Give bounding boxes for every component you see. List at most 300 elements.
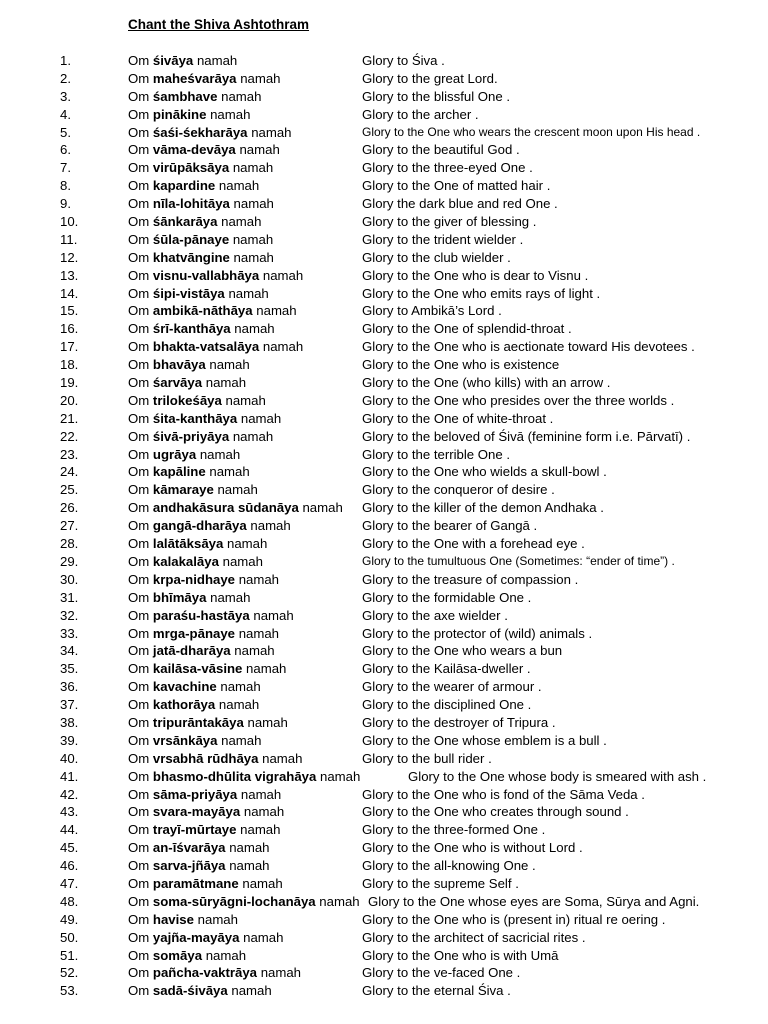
item-number: 43. — [60, 804, 79, 820]
translation-text: Glory to the killer of the demon Andhaka . — [362, 500, 604, 516]
item-number: 19. — [60, 375, 79, 391]
item-number: 16. — [60, 321, 79, 337]
chant-text — [128, 625, 279, 643]
translation-text: Glory to the eternal Śiva . — [362, 983, 511, 999]
chant-prefix: Om — [128, 357, 150, 373]
list-item — [0, 535, 768, 553]
list-item — [0, 911, 768, 929]
translation-text: Glory to the wearer of armour . — [362, 679, 542, 695]
chant-prefix: Om — [128, 88, 150, 104]
chant-prefix: Om — [128, 697, 150, 713]
chant-prefix: Om — [128, 106, 150, 122]
translation-text: Glory to the One who is with Umā — [362, 947, 559, 963]
chant-prefix: Om — [128, 375, 150, 391]
chant-text — [128, 267, 303, 285]
chant-text — [128, 589, 250, 607]
list-item — [0, 195, 768, 213]
item-number: 2. — [60, 70, 71, 86]
list-item — [0, 410, 768, 428]
translation-text: Glory to the One whose emblem is a bull . — [362, 732, 607, 748]
chant-text — [128, 875, 283, 893]
chant-text — [128, 285, 269, 303]
chant-prefix: Om — [128, 124, 150, 140]
chant-text — [128, 786, 281, 804]
deity-name: gangā-dharāya — [152, 518, 247, 534]
chant-suffix: namah — [232, 231, 274, 247]
translation-text: Glory to the One who is (present in) ritual re oering . — [362, 911, 666, 927]
chant-text — [128, 947, 246, 965]
translation-text: Glory to the great Lord. — [362, 70, 498, 86]
item-number: 28. — [60, 536, 79, 552]
translation-text: Glory to the beautiful God . — [362, 142, 520, 158]
list-item — [0, 875, 768, 893]
item-number: 41. — [60, 768, 79, 784]
chant-suffix: namah — [222, 553, 263, 569]
item-number: 53. — [60, 983, 79, 999]
page-title: Chant the Shiva Ashtothram — [128, 17, 310, 32]
translation-text: Glory to the all-knowing One . — [362, 858, 536, 874]
list-item — [0, 356, 768, 374]
deity-name: śivāya — [152, 53, 194, 68]
chant-text — [128, 159, 273, 177]
chant-suffix: namah — [240, 822, 281, 838]
deity-name: virūpāksāya — [152, 160, 230, 176]
chant-prefix: Om — [128, 53, 150, 68]
chant-prefix: Om — [128, 965, 150, 981]
item-number: 7. — [60, 160, 71, 176]
chant-text — [128, 52, 237, 70]
deity-name: vāma-devāya — [152, 142, 236, 158]
item-number: 30. — [60, 571, 79, 587]
deity-name: kāmaraye — [152, 482, 214, 498]
chant-suffix: namah — [229, 858, 270, 874]
item-number: 46. — [60, 858, 79, 874]
chant-prefix: Om — [128, 875, 150, 891]
list-item — [0, 714, 768, 732]
deity-name: śaśi-śekharāya — [152, 124, 248, 140]
chant-text — [128, 911, 238, 929]
item-number: 25. — [60, 482, 79, 498]
deity-name: śambhave — [152, 88, 218, 104]
list-item — [0, 732, 768, 750]
translation-text: Glory to the beloved of Śivā (feminine form i.e. Pārvatī) . — [362, 428, 691, 444]
chant-text — [128, 124, 292, 142]
chant-prefix: Om — [128, 893, 150, 909]
chant-text — [128, 141, 280, 159]
translation-text: Glory to the bull rider . — [362, 750, 492, 766]
chant-suffix: namah — [302, 500, 343, 516]
chant-text — [128, 929, 283, 947]
translation-text: Glory to the One who is dear to Visnu . — [362, 267, 589, 283]
chant-text — [128, 499, 343, 517]
list-item — [0, 929, 768, 947]
deity-name: nīla-lohitāya — [152, 196, 230, 212]
chant-prefix: Om — [128, 392, 150, 408]
chant-prefix: Om — [128, 267, 150, 283]
chant-suffix: namah — [238, 571, 280, 587]
chant-text — [128, 88, 261, 106]
item-number: 34. — [60, 643, 79, 659]
translation-text: Glory to the One who wields a skull-bowl . — [362, 464, 607, 480]
chant-prefix: Om — [128, 661, 150, 677]
list-item — [0, 88, 768, 106]
chant-suffix: namah — [243, 929, 284, 945]
list-item — [0, 481, 768, 499]
chant-suffix: namah — [262, 750, 303, 766]
chant-suffix: namah — [221, 732, 262, 748]
list-item — [0, 607, 768, 625]
chant-text — [128, 535, 267, 553]
item-number: 17. — [60, 339, 79, 355]
translation-text: Glory to the Kailāsa-dweller . — [362, 661, 531, 677]
chant-text — [128, 678, 261, 696]
translation-text: Glory to the conqueror of desire . — [362, 482, 555, 498]
translation-text: Glory to the One who creates through sound . — [362, 804, 629, 820]
chant-suffix: namah — [238, 625, 280, 641]
deity-name: mrga-pānaye — [152, 625, 236, 641]
chant-suffix: namah — [247, 714, 288, 730]
chant-prefix: Om — [128, 589, 150, 605]
deity-name: kavachine — [152, 679, 217, 695]
list-item — [0, 52, 768, 70]
chant-text — [128, 446, 240, 464]
chant-text — [128, 392, 266, 410]
translation-text: Glory to the giver of blessing . — [362, 214, 537, 230]
deity-name: sadā-śivāya — [152, 983, 228, 999]
translation-text: Glory to the One whose eyes are Soma, Sūrya and Agni. — [368, 893, 700, 909]
chant-suffix: namah — [231, 983, 272, 999]
item-number: 39. — [60, 732, 79, 748]
chant-suffix: namah — [199, 446, 241, 462]
chant-prefix: Om — [128, 983, 150, 999]
item-number: 13. — [60, 267, 79, 283]
deity-name: kalakalāya — [152, 553, 219, 569]
chant-text — [128, 356, 250, 374]
deity-name: kapardine — [152, 178, 216, 194]
translation-text: Glory to the supreme Self . — [362, 875, 519, 891]
list-item — [0, 159, 768, 177]
chant-prefix: Om — [128, 231, 150, 247]
chant-suffix: namah — [234, 321, 275, 337]
deity-name: ugrāya — [152, 446, 197, 462]
chant-suffix: namah — [260, 965, 302, 981]
item-number: 31. — [60, 589, 79, 605]
item-number: 49. — [60, 911, 79, 927]
deity-name: trayī-mūrtaye — [152, 822, 237, 838]
list-item — [0, 249, 768, 267]
chant-prefix: Om — [128, 285, 150, 301]
translation-text: Glory to the One who presides over the three worlds . — [362, 392, 675, 408]
list-item — [0, 964, 768, 982]
list-item — [0, 553, 768, 571]
chant-text — [128, 750, 302, 768]
chant-suffix: namah — [250, 518, 291, 534]
list-item — [0, 660, 768, 678]
chant-prefix: Om — [128, 446, 150, 462]
chant-text — [128, 517, 291, 535]
translation-text: Glory to the trident wielder . — [362, 231, 524, 247]
chant-suffix: namah — [240, 786, 282, 802]
list-item — [0, 857, 768, 875]
item-number: 26. — [60, 500, 79, 516]
item-number: 35. — [60, 661, 79, 677]
chant-suffix: namah — [205, 947, 247, 963]
deity-name: śarvāya — [152, 375, 203, 391]
item-number: 33. — [60, 625, 79, 641]
list-item — [0, 338, 768, 356]
chant-suffix: namah — [262, 339, 304, 355]
item-number: 15. — [60, 303, 79, 319]
list-item — [0, 446, 768, 464]
deity-name: vrsabhā rūdhāya — [152, 750, 259, 766]
deity-name: soma-sūryāgni-lochanāya — [152, 893, 316, 909]
chant-suffix: namah — [197, 911, 238, 927]
chant-prefix: Om — [128, 786, 150, 802]
deity-name: bhasmo-dhūlita vigrahāya — [152, 768, 317, 784]
translation-text: Glory to the three-formed One . — [362, 822, 546, 838]
chant-prefix: Om — [128, 911, 150, 927]
deity-name: khatvāngine — [152, 249, 230, 265]
chant-prefix: Om — [128, 500, 150, 516]
chant-prefix: Om — [128, 822, 150, 838]
deity-name: bhīmāya — [152, 589, 207, 605]
item-number: 11. — [60, 231, 78, 247]
translation-text: Glory the dark blue and red One . — [362, 196, 558, 212]
chant-suffix: namah — [246, 661, 287, 677]
item-number: 48. — [60, 893, 79, 909]
list-item — [0, 231, 768, 249]
item-number: 18. — [60, 357, 79, 373]
translation-text: Glory to the One who is aectionate toward His devotees . — [362, 339, 695, 355]
chant-text — [128, 803, 284, 821]
list-item — [0, 786, 768, 804]
chant-suffix: namah — [262, 267, 304, 283]
list-item — [0, 517, 768, 535]
item-number: 5. — [60, 124, 71, 140]
chant-prefix: Om — [128, 321, 150, 337]
deity-name: yajña-mayāya — [152, 929, 240, 945]
translation-text: Glory to the One of matted hair . — [362, 178, 551, 194]
deity-name: lalātāksāya — [152, 536, 224, 552]
item-number: 50. — [60, 929, 79, 945]
chant-suffix: namah — [253, 607, 294, 623]
translation-text: Glory to the One who is existence — [362, 357, 560, 373]
deity-name: pinākine — [152, 106, 207, 122]
translation-text: Glory to Ambikā’s Lord . — [362, 303, 502, 319]
translation-text: Glory to the formidable One . — [362, 589, 532, 605]
list-item — [0, 392, 768, 410]
chant-text — [128, 338, 303, 356]
deity-name: vrsānkāya — [152, 732, 218, 748]
chant-prefix: Om — [128, 410, 150, 426]
deity-name: bhavāya — [152, 357, 206, 373]
chant-prefix: Om — [128, 70, 150, 86]
chant-text — [128, 249, 274, 267]
chant-prefix: Om — [128, 607, 150, 623]
item-number: 20. — [60, 392, 79, 408]
translation-text: Glory to the One of splendid-throat . — [362, 321, 572, 337]
chant-prefix: Om — [128, 947, 150, 963]
chant-suffix: namah — [232, 428, 274, 444]
chant-text — [128, 964, 301, 982]
item-number: 32. — [60, 607, 79, 623]
list-item — [0, 893, 768, 911]
chant-prefix: Om — [128, 303, 150, 319]
chant-prefix: Om — [128, 142, 150, 158]
chant-suffix: namah — [233, 249, 274, 265]
chant-text — [128, 607, 294, 625]
list-item — [0, 213, 768, 231]
translation-text: Glory to the One who emits rays of light . — [362, 285, 601, 301]
item-number: 23. — [60, 446, 79, 462]
translation-text: Glory to the One who is without Lord . — [362, 840, 583, 856]
deity-name: śita-kanthāya — [152, 410, 238, 426]
chant-prefix: Om — [128, 929, 150, 945]
list-item — [0, 821, 768, 839]
chant-prefix: Om — [128, 518, 150, 534]
item-number: 36. — [60, 679, 79, 695]
list-item — [0, 285, 768, 303]
deity-name: śivā-priyāya — [152, 428, 230, 444]
chant-suffix: namah — [240, 410, 282, 426]
chant-text — [128, 768, 360, 786]
chant-text — [128, 714, 288, 732]
chant-text — [128, 463, 250, 481]
deity-name: bhakta-vatsalāya — [152, 339, 260, 355]
deity-name: an-īśvarāya — [152, 840, 226, 856]
list-item — [0, 696, 768, 714]
chant-prefix: Om — [128, 732, 150, 748]
item-number: 8. — [60, 178, 71, 194]
deity-name: svara-mayāya — [152, 804, 241, 820]
chant-suffix: namah — [234, 643, 275, 659]
chant-prefix: Om — [128, 214, 150, 230]
list-item — [0, 642, 768, 660]
chant-text — [128, 553, 263, 571]
chant-prefix: Om — [128, 750, 150, 766]
translation-text: Glory to the One who wears a bun — [362, 643, 563, 659]
chant-suffix: namah — [210, 106, 251, 122]
chant-suffix: namah — [232, 160, 274, 176]
chant-suffix: namah — [243, 804, 285, 820]
translation-text: Glory to the archer . — [362, 106, 479, 122]
list-item — [0, 374, 768, 392]
chant-prefix: Om — [128, 339, 150, 355]
translation-text: Glory to the three-eyed One . — [362, 160, 533, 176]
chant-text — [128, 660, 286, 678]
list-item — [0, 267, 768, 285]
chant-prefix: Om — [128, 553, 150, 569]
translation-text: Glory to the One whose body is smeared with ash . — [408, 768, 707, 784]
chant-text — [128, 481, 258, 499]
item-number: 4. — [60, 106, 71, 122]
chant-suffix: namah — [240, 70, 281, 86]
translation-text: Glory to the club wielder . — [362, 249, 511, 265]
item-number: 24. — [60, 464, 79, 480]
chant-prefix: Om — [128, 714, 150, 730]
deity-name: trilokeśāya — [152, 392, 222, 408]
list-item — [0, 320, 768, 338]
list-item — [0, 106, 768, 124]
deity-name: paramātmane — [152, 875, 239, 891]
translation-text: Glory to the treasure of compassion . — [362, 571, 579, 587]
deity-name: ambikā-nāthāya — [152, 303, 253, 319]
chant-text — [128, 839, 270, 857]
chant-prefix: Om — [128, 536, 150, 552]
deity-name: kapāline — [152, 464, 206, 480]
deity-name: paraśu-hastāya — [152, 607, 250, 623]
chant-prefix: Om — [128, 160, 150, 176]
translation-text: Glory to the ve-faced One . — [362, 965, 521, 981]
deity-name: havise — [152, 911, 194, 927]
chant-text — [128, 821, 280, 839]
item-number: 10. — [60, 214, 79, 230]
list-item — [0, 982, 768, 1000]
chant-text — [128, 732, 261, 750]
list-item — [0, 428, 768, 446]
translation-text: Glory to the axe wielder . — [362, 607, 508, 623]
list-item — [0, 302, 768, 320]
deity-name: śipi-vistāya — [152, 285, 225, 301]
chant-suffix: namah — [220, 679, 261, 695]
translation-text: Glory to the One who wears the crescent moon upon His head . — [362, 124, 701, 139]
deity-name: śūla-pānaye — [152, 231, 230, 247]
chant-text — [128, 642, 275, 660]
translation-text: Glory to the destroyer of Tripura . — [362, 714, 556, 730]
chant-suffix: namah — [239, 142, 280, 158]
chant-prefix: Om — [128, 858, 150, 874]
item-number: 22. — [60, 428, 79, 444]
chant-suffix: namah — [225, 392, 266, 408]
chant-suffix: namah — [218, 697, 260, 713]
deity-name: tripurāntakāya — [152, 714, 244, 730]
chant-text — [128, 302, 297, 320]
list-item — [0, 678, 768, 696]
deity-name: sarva-jñāya — [152, 858, 226, 874]
item-number: 6. — [60, 142, 71, 158]
list-item — [0, 589, 768, 607]
item-number: 42. — [60, 786, 79, 802]
item-number: 44. — [60, 822, 79, 838]
list-item — [0, 571, 768, 589]
list-item — [0, 803, 768, 821]
chant-prefix: Om — [128, 249, 150, 265]
chant-suffix: namah — [205, 375, 247, 391]
chant-suffix: namah — [251, 124, 292, 140]
deity-name: andhakāsura sūdanāya — [152, 500, 299, 516]
chant-text — [128, 177, 259, 195]
chant-suffix: namah — [228, 285, 269, 301]
item-number: 12. — [60, 249, 79, 265]
list-item — [0, 750, 768, 768]
chant-suffix: namah — [218, 178, 260, 194]
chant-suffix: namah — [217, 482, 258, 498]
chant-text — [128, 571, 279, 589]
translation-text: Glory to the bearer of Gangā . — [362, 518, 538, 534]
deity-name: śānkarāya — [152, 214, 218, 230]
deity-name: jatā-dharāya — [152, 643, 231, 659]
chant-text — [128, 982, 272, 1000]
translation-text: Glory to the blissful One . — [362, 88, 511, 104]
item-number: 38. — [60, 714, 79, 730]
chant-text — [128, 428, 273, 446]
chant-suffix: namah — [233, 196, 274, 212]
chant-list — [0, 52, 768, 1000]
deity-name: somāya — [152, 947, 203, 963]
chant-suffix: namah — [209, 464, 250, 480]
chant-prefix: Om — [128, 679, 150, 695]
item-number: 51. — [60, 947, 79, 963]
